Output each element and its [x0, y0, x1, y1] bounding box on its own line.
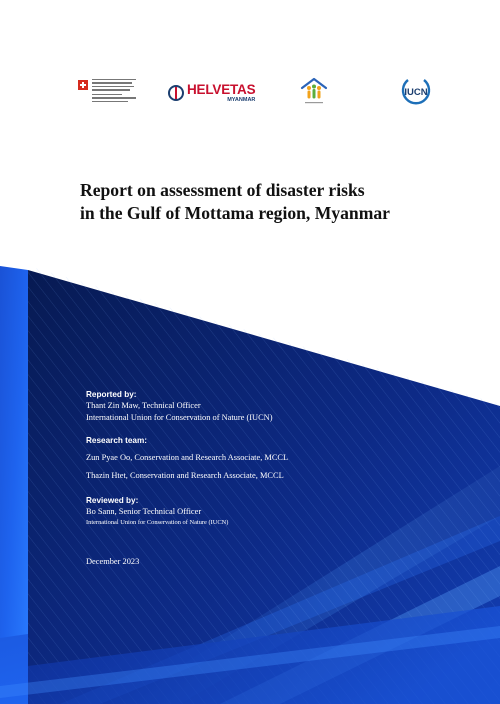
report-title — [80, 179, 460, 224]
researcher-1: Zun Pyae Oo, Conservation and Research Associate, MCCL — [86, 453, 289, 462]
reviewed-by-heading: Reviewed by: — [86, 496, 139, 505]
iucn-wordmark: IUCN — [404, 87, 428, 98]
swiss-confederation-text-lines — [92, 79, 136, 104]
helvetas-country: MYANMAR — [227, 96, 256, 103]
helvetas-globe-icon — [168, 85, 184, 101]
reviewer-name: Bo Sann, Senior Technical Officer — [86, 507, 202, 516]
report-title-line-1: Report on assessment of disaster risks — [80, 180, 365, 200]
reporter-organization: International Union for Conservation of Nature (IUCN) — [86, 413, 273, 422]
reporter-name: Thant Zin Maw, Technical Officer — [86, 401, 201, 410]
reported-by-heading: Reported by: — [86, 390, 137, 399]
report-title-line-2: in the Gulf of Mottama region, Myanmar — [80, 202, 390, 223]
credits-block — [86, 389, 446, 568]
swiss-flag-icon — [78, 80, 88, 90]
helvetas-logo — [168, 76, 256, 110]
iucn-circle-icon — [400, 76, 432, 106]
reviewer-organization: International Union for Conservation of Nature (IUCN) — [86, 519, 229, 526]
iucn-logo — [400, 76, 432, 106]
researcher-2: Thazin Htet, Conservation and Research Associate, MCCL — [86, 471, 284, 480]
helvetas-brand: HELVETAS — [187, 82, 256, 97]
mhc-logo — [300, 76, 328, 110]
report-date: December 2023 — [86, 557, 140, 566]
research-team-heading: Research team: — [86, 436, 147, 445]
house-people-icon — [300, 76, 328, 106]
swiss-confederation-logo — [78, 76, 140, 110]
